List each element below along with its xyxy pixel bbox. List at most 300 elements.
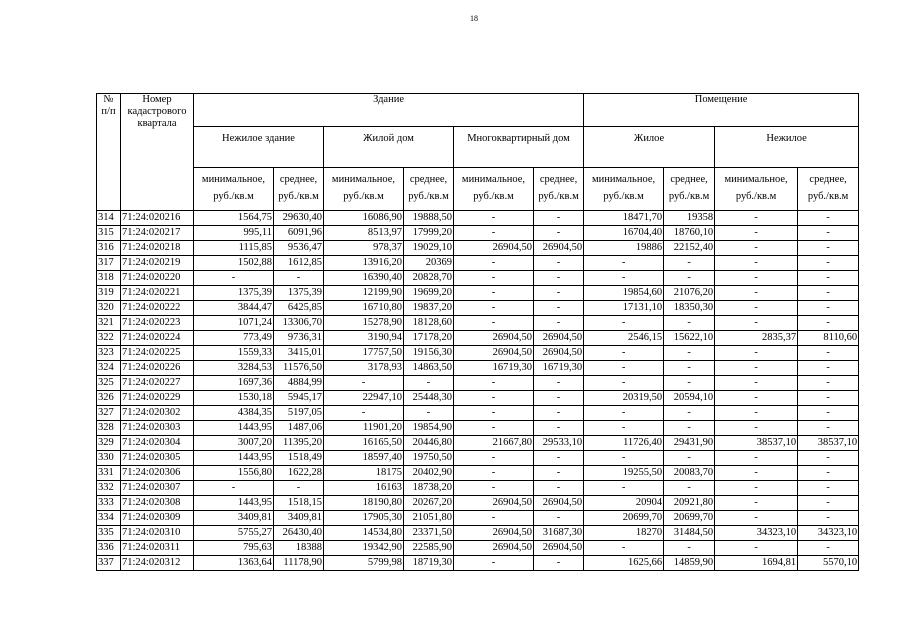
value-cell: -: [715, 466, 798, 481]
value-cell: 21076,20: [664, 286, 715, 301]
row-number-cell: 316: [97, 241, 121, 256]
value-cell: 20594,10: [664, 391, 715, 406]
value-cell: 1556,80: [194, 466, 274, 481]
value-cell: -: [798, 241, 859, 256]
value-cell: 20446,80: [404, 436, 454, 451]
quarter-number-cell: 71:24:020304: [121, 436, 194, 451]
quarter-number-cell: 71:24:020220: [121, 271, 194, 286]
row-number-cell: 326: [97, 391, 121, 406]
row-number-cell: 318: [97, 271, 121, 286]
row-number-cell: 324: [97, 361, 121, 376]
value-cell: -: [715, 421, 798, 436]
value-cell: -: [534, 211, 584, 226]
table-row: [97, 466, 859, 481]
value-cell: 1443,95: [194, 451, 274, 466]
table-row: [97, 241, 859, 256]
value-cell: 19156,30: [404, 346, 454, 361]
header-nonresidential: Нежилое: [715, 127, 859, 168]
table-row: [97, 301, 859, 316]
value-cell: 29533,10: [534, 436, 584, 451]
value-cell: 26904,50: [454, 526, 534, 541]
row-number-cell: 322: [97, 331, 121, 346]
value-cell: 18128,60: [404, 316, 454, 331]
value-cell: 2546,15: [584, 331, 664, 346]
table-row: [97, 286, 859, 301]
row-number-cell: 331: [97, 466, 121, 481]
header-avg: среднее, руб./кв.м: [664, 168, 715, 211]
value-cell: 20904: [584, 496, 664, 511]
quarter-number-cell: 71:24:020305: [121, 451, 194, 466]
value-cell: -: [715, 511, 798, 526]
value-cell: 4384,35: [194, 406, 274, 421]
value-cell: 26904,50: [534, 331, 584, 346]
quarter-number-cell: 71:24:020308: [121, 496, 194, 511]
value-cell: 3409,81: [274, 511, 324, 526]
quarter-number-cell: 71:24:020309: [121, 511, 194, 526]
value-cell: 20319,50: [584, 391, 664, 406]
value-cell: 773,49: [194, 331, 274, 346]
value-cell: 29630,40: [274, 211, 324, 226]
value-cell: -: [194, 271, 274, 286]
value-cell: 20699,70: [584, 511, 664, 526]
value-cell: -: [534, 481, 584, 496]
value-cell: -: [664, 271, 715, 286]
value-cell: -: [798, 451, 859, 466]
value-cell: 1625,66: [584, 556, 664, 571]
value-cell: 9536,47: [274, 241, 324, 256]
value-cell: 5755,27: [194, 526, 274, 541]
value-cell: 3844,47: [194, 301, 274, 316]
value-cell: 1559,33: [194, 346, 274, 361]
value-cell: 26904,50: [454, 241, 534, 256]
value-cell: -: [454, 481, 534, 496]
header-avg: среднее, руб./кв.м: [404, 168, 454, 211]
value-cell: 1443,95: [194, 421, 274, 436]
value-cell: 1564,75: [194, 211, 274, 226]
quarter-number-cell: 71:24:020216: [121, 211, 194, 226]
value-cell: 11395,20: [274, 436, 324, 451]
quarter-number-cell: 71:24:020310: [121, 526, 194, 541]
value-cell: 5945,17: [274, 391, 324, 406]
value-cell: -: [584, 451, 664, 466]
value-cell: 6425,85: [274, 301, 324, 316]
quarter-number-cell: 71:24:020217: [121, 226, 194, 241]
quarter-number-cell: 71:24:020312: [121, 556, 194, 571]
value-cell: -: [454, 316, 534, 331]
page-number: 18: [470, 14, 478, 23]
value-cell: 8513,97: [324, 226, 404, 241]
value-cell: -: [584, 361, 664, 376]
header-min: минимальное, руб./кв.м: [584, 168, 664, 211]
value-cell: -: [454, 391, 534, 406]
value-cell: -: [534, 451, 584, 466]
value-cell: -: [715, 256, 798, 271]
value-cell: -: [584, 256, 664, 271]
value-cell: 18175: [324, 466, 404, 481]
value-cell: -: [664, 256, 715, 271]
value-cell: 995,11: [194, 226, 274, 241]
value-cell: -: [715, 496, 798, 511]
value-cell: 15278,90: [324, 316, 404, 331]
value-cell: 14534,80: [324, 526, 404, 541]
value-cell: -: [534, 421, 584, 436]
value-cell: -: [798, 481, 859, 496]
value-cell: -: [454, 556, 534, 571]
quarter-number-cell: 71:24:020311: [121, 541, 194, 556]
value-cell: 22585,90: [404, 541, 454, 556]
value-cell: 18350,30: [664, 301, 715, 316]
quarter-number-cell: 71:24:020229: [121, 391, 194, 406]
value-cell: 11901,20: [324, 421, 404, 436]
value-cell: 1530,18: [194, 391, 274, 406]
value-cell: -: [798, 346, 859, 361]
value-cell: 14859,90: [664, 556, 715, 571]
value-cell: 978,37: [324, 241, 404, 256]
quarter-number-cell: 71:24:020221: [121, 286, 194, 301]
value-cell: 19029,10: [404, 241, 454, 256]
table-row: [97, 256, 859, 271]
value-cell: 4884,99: [274, 376, 324, 391]
quarter-number-cell: 71:24:020218: [121, 241, 194, 256]
header-min: минимальное, руб./кв.м: [324, 168, 404, 211]
value-cell: 16163: [324, 481, 404, 496]
value-cell: -: [324, 406, 404, 421]
value-cell: -: [274, 481, 324, 496]
table-row: [97, 361, 859, 376]
value-cell: 1115,85: [194, 241, 274, 256]
quarter-number-cell: 71:24:020223: [121, 316, 194, 331]
value-cell: -: [584, 541, 664, 556]
value-cell: 18471,70: [584, 211, 664, 226]
value-cell: -: [534, 226, 584, 241]
value-cell: -: [715, 241, 798, 256]
table-row: [97, 421, 859, 436]
value-cell: -: [798, 286, 859, 301]
value-cell: 38537,10: [715, 436, 798, 451]
value-cell: -: [664, 481, 715, 496]
table-row: [97, 436, 859, 451]
value-cell: 22152,40: [664, 241, 715, 256]
value-cell: -: [715, 391, 798, 406]
table-row: [97, 391, 859, 406]
value-cell: 11576,50: [274, 361, 324, 376]
value-cell: 3007,20: [194, 436, 274, 451]
value-cell: 6091,96: [274, 226, 324, 241]
header-min: минимальное, руб./кв.м: [194, 168, 274, 211]
row-number-cell: 332: [97, 481, 121, 496]
value-cell: 3284,53: [194, 361, 274, 376]
value-cell: 20699,70: [664, 511, 715, 526]
header-residential: Жилое: [584, 127, 715, 168]
table-row: [97, 226, 859, 241]
value-cell: 16165,50: [324, 436, 404, 451]
value-cell: -: [454, 466, 534, 481]
value-cell: 9736,31: [274, 331, 324, 346]
value-cell: -: [715, 361, 798, 376]
value-cell: 29431,90: [664, 436, 715, 451]
value-cell: 13306,70: [274, 316, 324, 331]
value-cell: 11178,90: [274, 556, 324, 571]
header-min: минимальное, руб./кв.м: [454, 168, 534, 211]
value-cell: 19699,20: [404, 286, 454, 301]
value-cell: -: [584, 376, 664, 391]
value-cell: 38537,10: [798, 436, 859, 451]
value-cell: 26904,50: [534, 241, 584, 256]
value-cell: 26904,50: [454, 496, 534, 511]
header-no: № п/п: [97, 94, 121, 211]
header-avg: среднее, руб./кв.м: [534, 168, 584, 211]
row-number-cell: 315: [97, 226, 121, 241]
row-number-cell: 330: [97, 451, 121, 466]
value-cell: -: [454, 286, 534, 301]
row-number-cell: 333: [97, 496, 121, 511]
value-cell: 12199,90: [324, 286, 404, 301]
quarter-number-cell: 71:24:020224: [121, 331, 194, 346]
table-row: [97, 211, 859, 226]
value-cell: -: [664, 346, 715, 361]
value-cell: 1518,49: [274, 451, 324, 466]
cadastral-value-table: [96, 93, 859, 571]
value-cell: 17757,50: [324, 346, 404, 361]
quarter-number-cell: 71:24:020222: [121, 301, 194, 316]
value-cell: 19837,20: [404, 301, 454, 316]
header-house: Жилой дом: [324, 127, 454, 168]
value-cell: -: [715, 271, 798, 286]
value-cell: -: [534, 511, 584, 526]
value-cell: -: [798, 211, 859, 226]
value-cell: -: [664, 406, 715, 421]
quarter-number-cell: 71:24:020226: [121, 361, 194, 376]
table-row: [97, 271, 859, 286]
row-number-cell: 335: [97, 526, 121, 541]
value-cell: -: [664, 361, 715, 376]
value-cell: 8110,60: [798, 331, 859, 346]
value-cell: 22947,10: [324, 391, 404, 406]
value-cell: -: [798, 466, 859, 481]
value-cell: -: [454, 211, 534, 226]
value-cell: 1694,81: [715, 556, 798, 571]
row-number-cell: 319: [97, 286, 121, 301]
value-cell: 19342,90: [324, 541, 404, 556]
value-cell: 11726,40: [584, 436, 664, 451]
value-cell: -: [798, 541, 859, 556]
table-row: [97, 376, 859, 391]
value-cell: 1502,88: [194, 256, 274, 271]
value-cell: 795,63: [194, 541, 274, 556]
value-cell: 1622,28: [274, 466, 324, 481]
table-row: [97, 316, 859, 331]
value-cell: 2835,37: [715, 331, 798, 346]
value-cell: -: [715, 451, 798, 466]
value-cell: 18270: [584, 526, 664, 541]
value-cell: 16719,30: [454, 361, 534, 376]
value-cell: 16390,40: [324, 271, 404, 286]
value-cell: 26904,50: [454, 346, 534, 361]
value-cell: 20402,90: [404, 466, 454, 481]
value-cell: 13916,20: [324, 256, 404, 271]
table-row: [97, 406, 859, 421]
value-cell: 1443,95: [194, 496, 274, 511]
row-number-cell: 327: [97, 406, 121, 421]
value-cell: 1612,85: [274, 256, 324, 271]
value-cell: -: [454, 301, 534, 316]
value-cell: 1375,39: [274, 286, 324, 301]
table-row: [97, 481, 859, 496]
value-cell: 16719,30: [534, 361, 584, 376]
value-cell: -: [534, 406, 584, 421]
row-number-cell: 337: [97, 556, 121, 571]
value-cell: -: [454, 421, 534, 436]
value-cell: 19750,50: [404, 451, 454, 466]
table-row: [97, 511, 859, 526]
value-cell: 17131,10: [584, 301, 664, 316]
value-cell: 1518,15: [274, 496, 324, 511]
value-cell: 19358: [664, 211, 715, 226]
value-cell: 1363,64: [194, 556, 274, 571]
row-number-cell: 321: [97, 316, 121, 331]
value-cell: -: [454, 451, 534, 466]
value-cell: -: [534, 466, 584, 481]
value-cell: 23371,50: [404, 526, 454, 541]
value-cell: 16710,80: [324, 301, 404, 316]
value-cell: 20921,80: [664, 496, 715, 511]
value-cell: 15622,10: [664, 331, 715, 346]
value-cell: -: [798, 316, 859, 331]
table-row: [97, 331, 859, 346]
value-cell: 18719,30: [404, 556, 454, 571]
value-cell: -: [715, 376, 798, 391]
header-premises: Помещение: [584, 94, 859, 127]
header-avg: среднее, руб./кв.м: [798, 168, 859, 211]
quarter-number-cell: 71:24:020225: [121, 346, 194, 361]
value-cell: 3415,01: [274, 346, 324, 361]
table-row: [97, 541, 859, 556]
value-cell: -: [798, 406, 859, 421]
value-cell: 25448,30: [404, 391, 454, 406]
value-cell: 5799,98: [324, 556, 404, 571]
row-number-cell: 328: [97, 421, 121, 436]
quarter-number-cell: 71:24:020302: [121, 406, 194, 421]
value-cell: -: [584, 481, 664, 496]
value-cell: 3409,81: [194, 511, 274, 526]
value-cell: 19255,50: [584, 466, 664, 481]
value-cell: -: [534, 376, 584, 391]
value-cell: 18388: [274, 541, 324, 556]
value-cell: 19854,60: [584, 286, 664, 301]
value-cell: -: [798, 391, 859, 406]
value-cell: 20369: [404, 256, 454, 271]
value-cell: -: [454, 376, 534, 391]
value-cell: 31484,50: [664, 526, 715, 541]
header-nonres-building: Нежилое здание: [194, 127, 324, 168]
value-cell: -: [798, 511, 859, 526]
value-cell: -: [715, 406, 798, 421]
value-cell: -: [454, 271, 534, 286]
value-cell: -: [534, 391, 584, 406]
value-cell: 18760,10: [664, 226, 715, 241]
row-number-cell: 323: [97, 346, 121, 361]
value-cell: 18738,20: [404, 481, 454, 496]
value-cell: -: [534, 286, 584, 301]
value-cell: 16704,40: [584, 226, 664, 241]
value-cell: -: [798, 421, 859, 436]
value-cell: 1071,24: [194, 316, 274, 331]
table-row: [97, 556, 859, 571]
value-cell: 17178,20: [404, 331, 454, 346]
quarter-number-cell: 71:24:020219: [121, 256, 194, 271]
value-cell: 21667,80: [454, 436, 534, 451]
value-cell: 20828,70: [404, 271, 454, 286]
value-cell: -: [715, 286, 798, 301]
value-cell: -: [584, 421, 664, 436]
value-cell: -: [324, 376, 404, 391]
value-cell: -: [798, 301, 859, 316]
value-cell: 26904,50: [454, 541, 534, 556]
value-cell: 17999,20: [404, 226, 454, 241]
value-cell: 18190,80: [324, 496, 404, 511]
table-row: [97, 496, 859, 511]
value-cell: -: [798, 376, 859, 391]
header-apartment-building: Многоквартирный дом: [454, 127, 584, 168]
table-row: [97, 526, 859, 541]
value-cell: -: [664, 376, 715, 391]
value-cell: 26904,50: [454, 331, 534, 346]
header-quarter: Номер кадастрового квартала: [121, 94, 194, 211]
value-cell: -: [584, 406, 664, 421]
value-cell: 19854,90: [404, 421, 454, 436]
value-cell: -: [798, 271, 859, 286]
value-cell: -: [454, 511, 534, 526]
value-cell: -: [454, 226, 534, 241]
value-cell: 19888,50: [404, 211, 454, 226]
value-cell: -: [664, 541, 715, 556]
row-number-cell: 320: [97, 301, 121, 316]
value-cell: -: [715, 211, 798, 226]
row-number-cell: 314: [97, 211, 121, 226]
value-cell: -: [274, 271, 324, 286]
value-cell: 26430,40: [274, 526, 324, 541]
value-cell: -: [584, 271, 664, 286]
value-cell: -: [798, 256, 859, 271]
value-cell: -: [664, 421, 715, 436]
value-cell: -: [798, 361, 859, 376]
value-cell: 17905,30: [324, 511, 404, 526]
value-cell: 20083,70: [664, 466, 715, 481]
value-cell: 19886: [584, 241, 664, 256]
quarter-number-cell: 71:24:020306: [121, 466, 194, 481]
header-avg: среднее, руб./кв.м: [274, 168, 324, 211]
quarter-number-cell: 71:24:020307: [121, 481, 194, 496]
value-cell: -: [534, 556, 584, 571]
value-cell: -: [715, 316, 798, 331]
value-cell: -: [715, 301, 798, 316]
value-cell: -: [454, 406, 534, 421]
value-cell: -: [715, 481, 798, 496]
quarter-number-cell: 71:24:020303: [121, 421, 194, 436]
value-cell: -: [584, 346, 664, 361]
value-cell: -: [404, 406, 454, 421]
value-cell: 20267,20: [404, 496, 454, 511]
header-min: минимальное, руб./кв.м: [715, 168, 798, 211]
value-cell: 1375,39: [194, 286, 274, 301]
value-cell: -: [534, 301, 584, 316]
row-number-cell: 317: [97, 256, 121, 271]
value-cell: -: [534, 316, 584, 331]
value-cell: -: [664, 316, 715, 331]
value-cell: 18597,40: [324, 451, 404, 466]
value-cell: 21051,80: [404, 511, 454, 526]
value-cell: -: [194, 481, 274, 496]
